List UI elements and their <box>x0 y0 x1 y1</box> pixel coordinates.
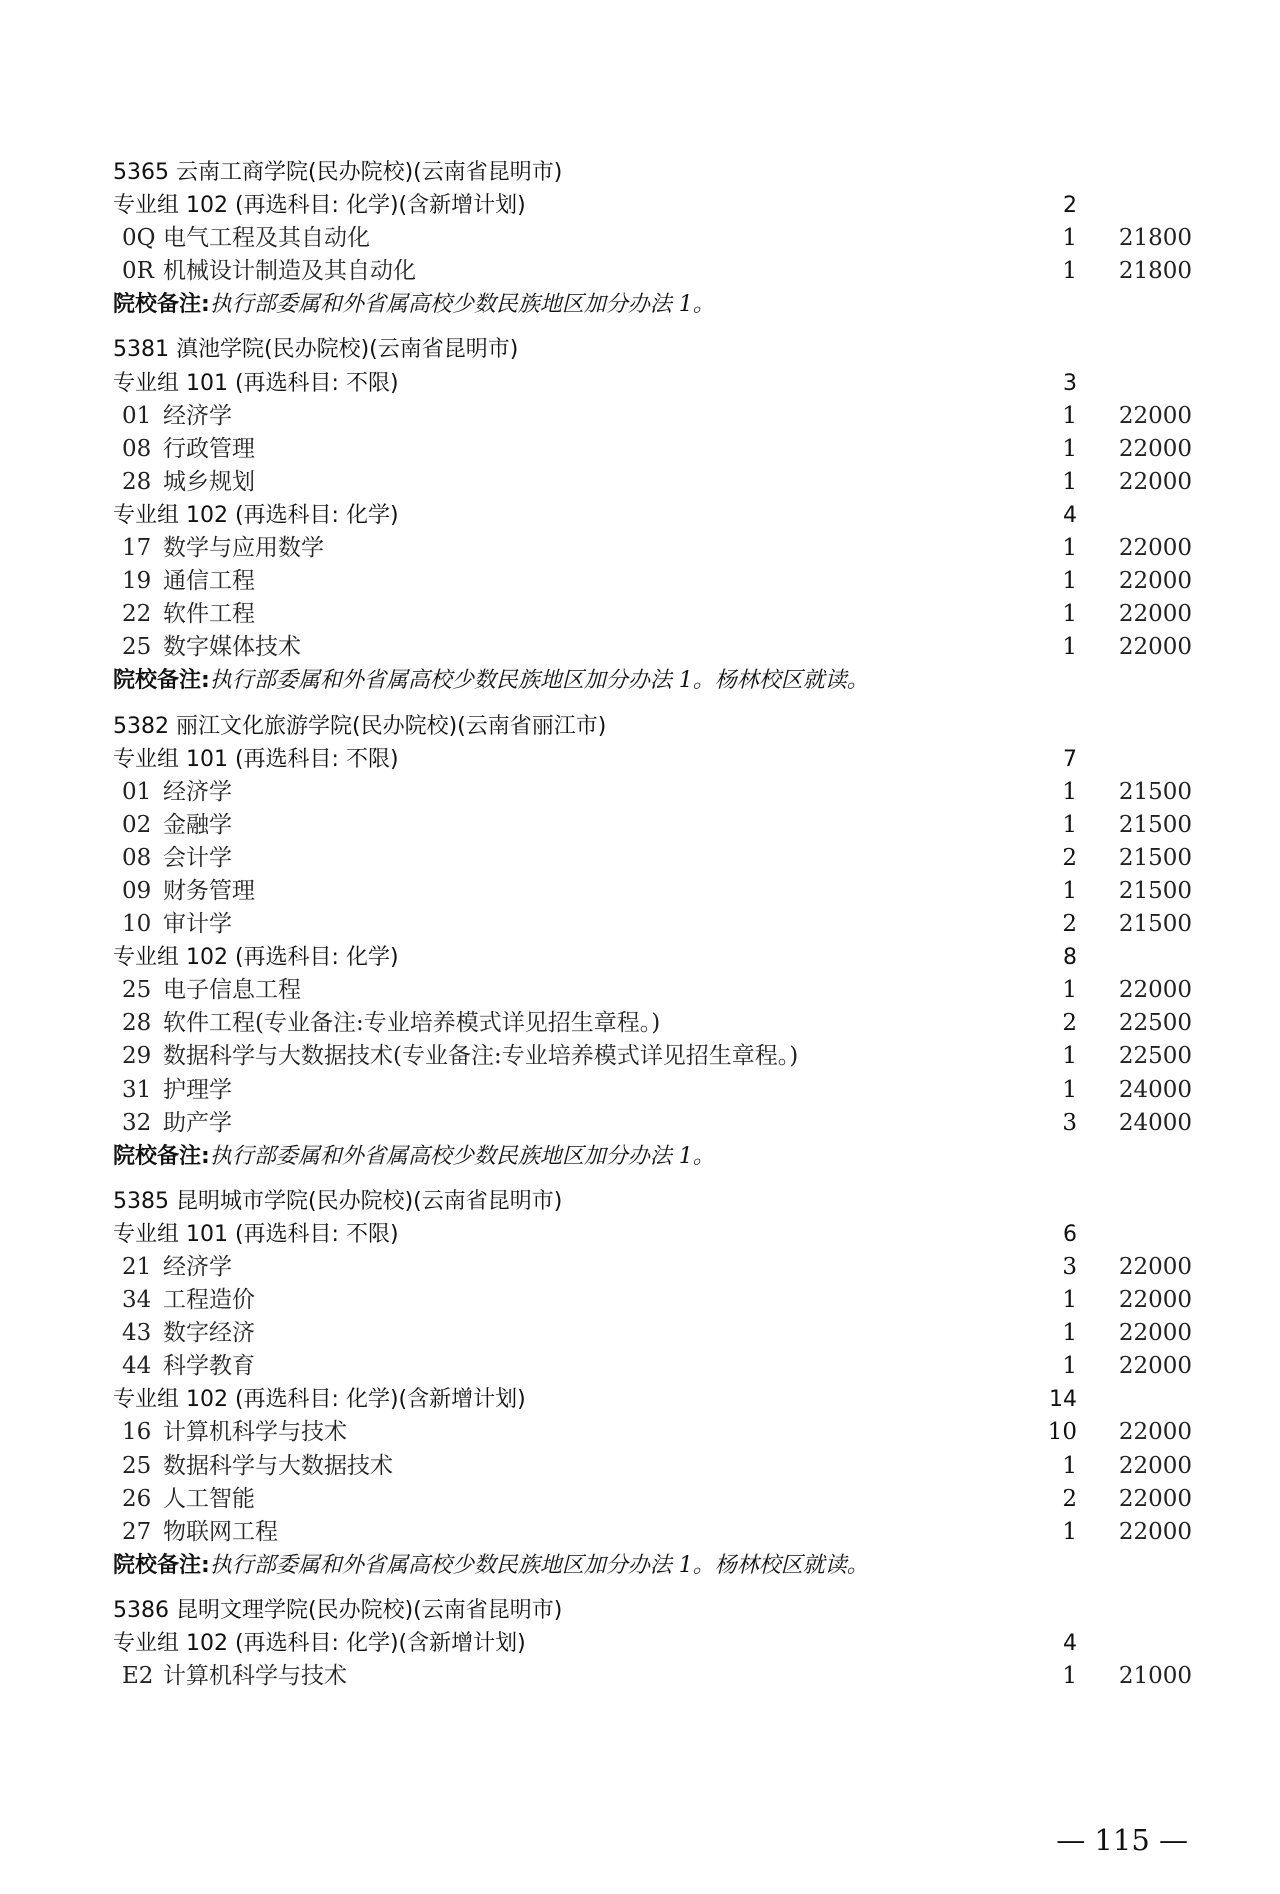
group-row <box>0 941 1280 974</box>
major-fee: 22000 <box>1118 634 1192 661</box>
school-note-row <box>0 1549 1280 1582</box>
major-name: 软件工程(专业备注:专业培养模式详见招生章程。) <box>163 1010 661 1037</box>
major-row <box>0 842 1280 875</box>
major-count: 1 <box>1062 1353 1077 1380</box>
major-code: 16 <box>122 1419 152 1446</box>
major-code: 43 <box>122 1320 152 1347</box>
major-code: 26 <box>122 1485 152 1512</box>
major-row <box>0 1450 1280 1483</box>
admission-plan-document <box>0 156 1280 1693</box>
major-name: 数字经济 <box>163 1320 255 1347</box>
major-name: 行政管理 <box>163 435 255 462</box>
school-title: 5386 昆明文理学院(民办院校)(云南省昆明市) <box>113 1597 563 1623</box>
major-code: 02 <box>122 811 152 838</box>
major-fee: 21500 <box>1118 877 1192 904</box>
major-row <box>0 400 1280 433</box>
school-note <box>113 664 869 697</box>
major-name: 计算机科学与技术 <box>163 1419 347 1446</box>
major-code: 29 <box>122 1043 152 1070</box>
group-total: 14 <box>1049 1387 1077 1413</box>
major-row <box>0 255 1280 288</box>
note-text: 执行部委属和外省属高校少数民族地区加分办法 1。杨林校区就读。 <box>209 668 869 694</box>
major-row <box>0 1483 1280 1516</box>
major-code: 01 <box>122 402 152 429</box>
school-note-row <box>0 664 1280 697</box>
major-count: 1 <box>1062 1043 1077 1070</box>
note-text: 执行部委属和外省属高校少数民族地区加分办法 1。 <box>209 1143 715 1169</box>
major-fee: 21800 <box>1118 258 1192 285</box>
major-count: 2 <box>1062 844 1077 871</box>
major-fee: 22000 <box>1118 402 1192 429</box>
school-row <box>0 333 1280 366</box>
note-label: 院校备注: <box>113 1552 210 1578</box>
major-fee: 22000 <box>1118 1452 1192 1479</box>
group-label: 专业组 102 (再选科目: 化学)(含新增计划) <box>113 193 526 219</box>
major-fee: 22000 <box>1118 1353 1192 1380</box>
major-fee: 22000 <box>1118 1419 1192 1446</box>
note-text: 执行部委属和外省属高校少数民族地区加分办法 1。 <box>209 292 715 318</box>
major-row <box>0 776 1280 809</box>
major-code: 25 <box>122 977 152 1004</box>
major-row <box>0 1251 1280 1284</box>
school-row <box>0 1594 1280 1627</box>
major-name: 工程造价 <box>163 1287 255 1314</box>
major-row <box>0 222 1280 255</box>
school-note-row <box>0 288 1280 321</box>
school-block <box>0 156 1280 321</box>
major-name: 机械设计制造及其自动化 <box>163 258 416 285</box>
group-row <box>0 743 1280 776</box>
major-count: 2 <box>1062 1010 1077 1037</box>
major-row <box>0 1516 1280 1549</box>
group-row <box>0 1383 1280 1416</box>
major-row <box>0 1040 1280 1073</box>
major-count: 1 <box>1062 402 1077 429</box>
major-code: 19 <box>122 568 152 595</box>
group-label: 专业组 101 (再选科目: 不限) <box>113 746 399 772</box>
major-count: 1 <box>1062 811 1077 838</box>
major-code: 25 <box>122 634 152 661</box>
group-row <box>0 1218 1280 1251</box>
note-label: 院校备注: <box>113 1143 210 1169</box>
group-row <box>0 1627 1280 1660</box>
major-code: 0Q <box>122 225 156 252</box>
major-fee: 22000 <box>1118 568 1192 595</box>
major-code: 28 <box>122 1010 152 1037</box>
school-row <box>0 1185 1280 1218</box>
major-code: 08 <box>122 435 152 462</box>
group-total: 7 <box>1063 746 1077 772</box>
major-code: 27 <box>122 1518 152 1545</box>
major-code: 21 <box>122 1254 152 1280</box>
major-name: 计算机科学与技术 <box>163 1663 347 1690</box>
major-name: 护理学 <box>163 1076 232 1103</box>
major-code: 25 <box>122 1452 152 1479</box>
school-row <box>0 710 1280 743</box>
major-code: 28 <box>122 468 152 495</box>
major-code: 09 <box>122 877 152 904</box>
major-name: 物联网工程 <box>163 1518 278 1545</box>
major-fee: 24000 <box>1118 1076 1192 1103</box>
major-name: 财务管理 <box>163 877 255 904</box>
major-name: 金融学 <box>163 811 232 838</box>
major-row <box>0 433 1280 466</box>
major-row <box>0 974 1280 1007</box>
school-title: 5382 丽江文化旅游学院(民办院校)(云南省丽江市) <box>113 713 607 739</box>
major-name: 通信工程 <box>163 568 255 595</box>
school-spacer <box>0 1582 1280 1594</box>
major-row <box>0 1317 1280 1350</box>
school-title: 5381 滇池学院(民办院校)(云南省昆明市) <box>113 337 519 363</box>
group-label: 专业组 101 (再选科目: 不限) <box>113 1221 399 1247</box>
major-code: 32 <box>122 1109 152 1136</box>
major-name: 数学与应用数学 <box>163 535 324 562</box>
major-count: 1 <box>1062 1663 1077 1690</box>
major-row <box>0 532 1280 565</box>
major-row <box>0 631 1280 664</box>
major-code: 17 <box>122 535 152 562</box>
major-name: 人工智能 <box>163 1485 255 1512</box>
major-name: 科学教育 <box>163 1353 255 1380</box>
major-fee: 22000 <box>1118 535 1192 562</box>
major-code: 10 <box>122 911 152 938</box>
school-note <box>113 288 715 321</box>
major-fee: 22000 <box>1118 977 1192 1004</box>
group-total: 3 <box>1063 370 1077 396</box>
major-fee: 22000 <box>1118 1518 1192 1545</box>
group-total: 6 <box>1063 1221 1077 1247</box>
note-text: 执行部委属和外省属高校少数民族地区加分办法 1。杨林校区就读。 <box>209 1552 869 1578</box>
major-fee: 22000 <box>1118 1287 1192 1314</box>
major-row <box>0 875 1280 908</box>
major-code: 0R <box>122 258 154 285</box>
group-total: 4 <box>1063 502 1077 528</box>
major-name: 经济学 <box>163 778 232 805</box>
school-block <box>0 321 1280 697</box>
major-code: 44 <box>122 1353 152 1380</box>
major-count: 1 <box>1062 1320 1077 1347</box>
major-count: 1 <box>1062 778 1077 805</box>
major-count: 1 <box>1062 634 1077 661</box>
note-label: 院校备注: <box>113 668 210 694</box>
major-row <box>0 1660 1280 1693</box>
group-total: 8 <box>1063 945 1077 971</box>
major-code: 31 <box>122 1076 152 1103</box>
major-count: 1 <box>1062 1076 1077 1103</box>
school-spacer <box>0 698 1280 710</box>
school-spacer <box>0 1173 1280 1185</box>
major-row <box>0 1284 1280 1317</box>
school-title: 5385 昆明城市学院(民办院校)(云南省昆明市) <box>113 1188 563 1214</box>
major-count: 1 <box>1062 1518 1077 1545</box>
major-row <box>0 1007 1280 1040</box>
major-code: 08 <box>122 844 152 871</box>
major-count: 1 <box>1062 468 1077 495</box>
major-count: 1 <box>1062 535 1077 562</box>
major-fee: 21500 <box>1118 911 1192 938</box>
major-count: 1 <box>1062 435 1077 462</box>
group-label: 专业组 102 (再选科目: 化学) <box>113 945 399 971</box>
major-count: 2 <box>1062 1485 1077 1512</box>
major-count: 1 <box>1062 877 1077 904</box>
note-label: 院校备注: <box>113 292 210 318</box>
school-block <box>0 698 1280 1173</box>
major-count: 1 <box>1062 601 1077 628</box>
school-spacer <box>0 321 1280 333</box>
major-row <box>0 466 1280 499</box>
major-count: 1 <box>1062 258 1077 285</box>
major-fee: 22000 <box>1118 601 1192 628</box>
group-label: 专业组 102 (再选科目: 化学)(含新增计划) <box>113 1387 526 1413</box>
major-fee: 21800 <box>1118 225 1192 252</box>
major-name: 经济学 <box>163 402 232 429</box>
school-note-row <box>0 1140 1280 1173</box>
major-name: 电气工程及其自动化 <box>163 225 370 252</box>
major-count: 1 <box>1062 568 1077 595</box>
school-block <box>0 1582 1280 1693</box>
major-count: 3 <box>1062 1254 1077 1280</box>
major-count: 3 <box>1062 1109 1077 1136</box>
major-name: 软件工程 <box>163 601 255 628</box>
school-note <box>113 1549 869 1582</box>
group-total: 2 <box>1063 193 1077 219</box>
major-name: 数据科学与大数据技术(专业备注:专业培养模式详见招生章程。) <box>163 1043 799 1070</box>
group-row <box>0 367 1280 400</box>
major-count: 1 <box>1062 1287 1077 1314</box>
major-fee: 22000 <box>1118 1485 1192 1512</box>
major-row <box>0 1107 1280 1140</box>
major-code: 34 <box>122 1287 152 1314</box>
major-fee: 22500 <box>1118 1010 1192 1037</box>
major-fee: 21500 <box>1118 844 1192 871</box>
major-count: 1 <box>1062 1452 1077 1479</box>
school-block <box>0 1173 1280 1582</box>
major-code: E2 <box>122 1663 154 1690</box>
group-label: 专业组 102 (再选科目: 化学)(含新增计划) <box>113 1631 526 1657</box>
major-name: 审计学 <box>163 911 232 938</box>
major-name: 城乡规划 <box>163 468 255 495</box>
major-fee: 21500 <box>1118 778 1192 805</box>
major-count: 2 <box>1062 911 1077 938</box>
group-label: 专业组 101 (再选科目: 不限) <box>113 370 399 396</box>
major-fee: 22000 <box>1118 1254 1192 1280</box>
major-fee: 21500 <box>1118 811 1192 838</box>
major-row <box>0 565 1280 598</box>
major-fee: 24000 <box>1118 1109 1192 1136</box>
group-row <box>0 499 1280 532</box>
major-fee: 22000 <box>1118 468 1192 495</box>
major-fee: 22000 <box>1118 435 1192 462</box>
major-row <box>0 1074 1280 1107</box>
major-row <box>0 908 1280 941</box>
major-count: 1 <box>1062 977 1077 1004</box>
major-name: 经济学 <box>163 1254 232 1280</box>
major-row <box>0 1350 1280 1383</box>
group-label: 专业组 102 (再选科目: 化学) <box>113 502 399 528</box>
major-code: 22 <box>122 601 152 628</box>
group-total: 4 <box>1063 1631 1077 1657</box>
page-number: — 115 — <box>1056 1823 1188 1857</box>
school-note <box>113 1140 715 1173</box>
major-count: 10 <box>1047 1419 1077 1446</box>
major-name: 数据科学与大数据技术 <box>163 1452 393 1479</box>
major-count: 1 <box>1062 225 1077 252</box>
major-row <box>0 598 1280 631</box>
major-name: 数字媒体技术 <box>163 634 301 661</box>
group-row <box>0 189 1280 222</box>
major-name: 会计学 <box>163 844 232 871</box>
major-row <box>0 1416 1280 1449</box>
major-name: 电子信息工程 <box>163 977 301 1004</box>
school-row <box>0 156 1280 189</box>
school-title: 5365 云南工商学院(民办院校)(云南省昆明市) <box>113 160 563 185</box>
major-fee: 22000 <box>1118 1320 1192 1347</box>
major-fee: 22500 <box>1118 1043 1192 1070</box>
major-fee: 21000 <box>1118 1663 1192 1690</box>
major-name: 助产学 <box>163 1109 232 1136</box>
major-code: 01 <box>122 778 152 805</box>
major-row <box>0 809 1280 842</box>
